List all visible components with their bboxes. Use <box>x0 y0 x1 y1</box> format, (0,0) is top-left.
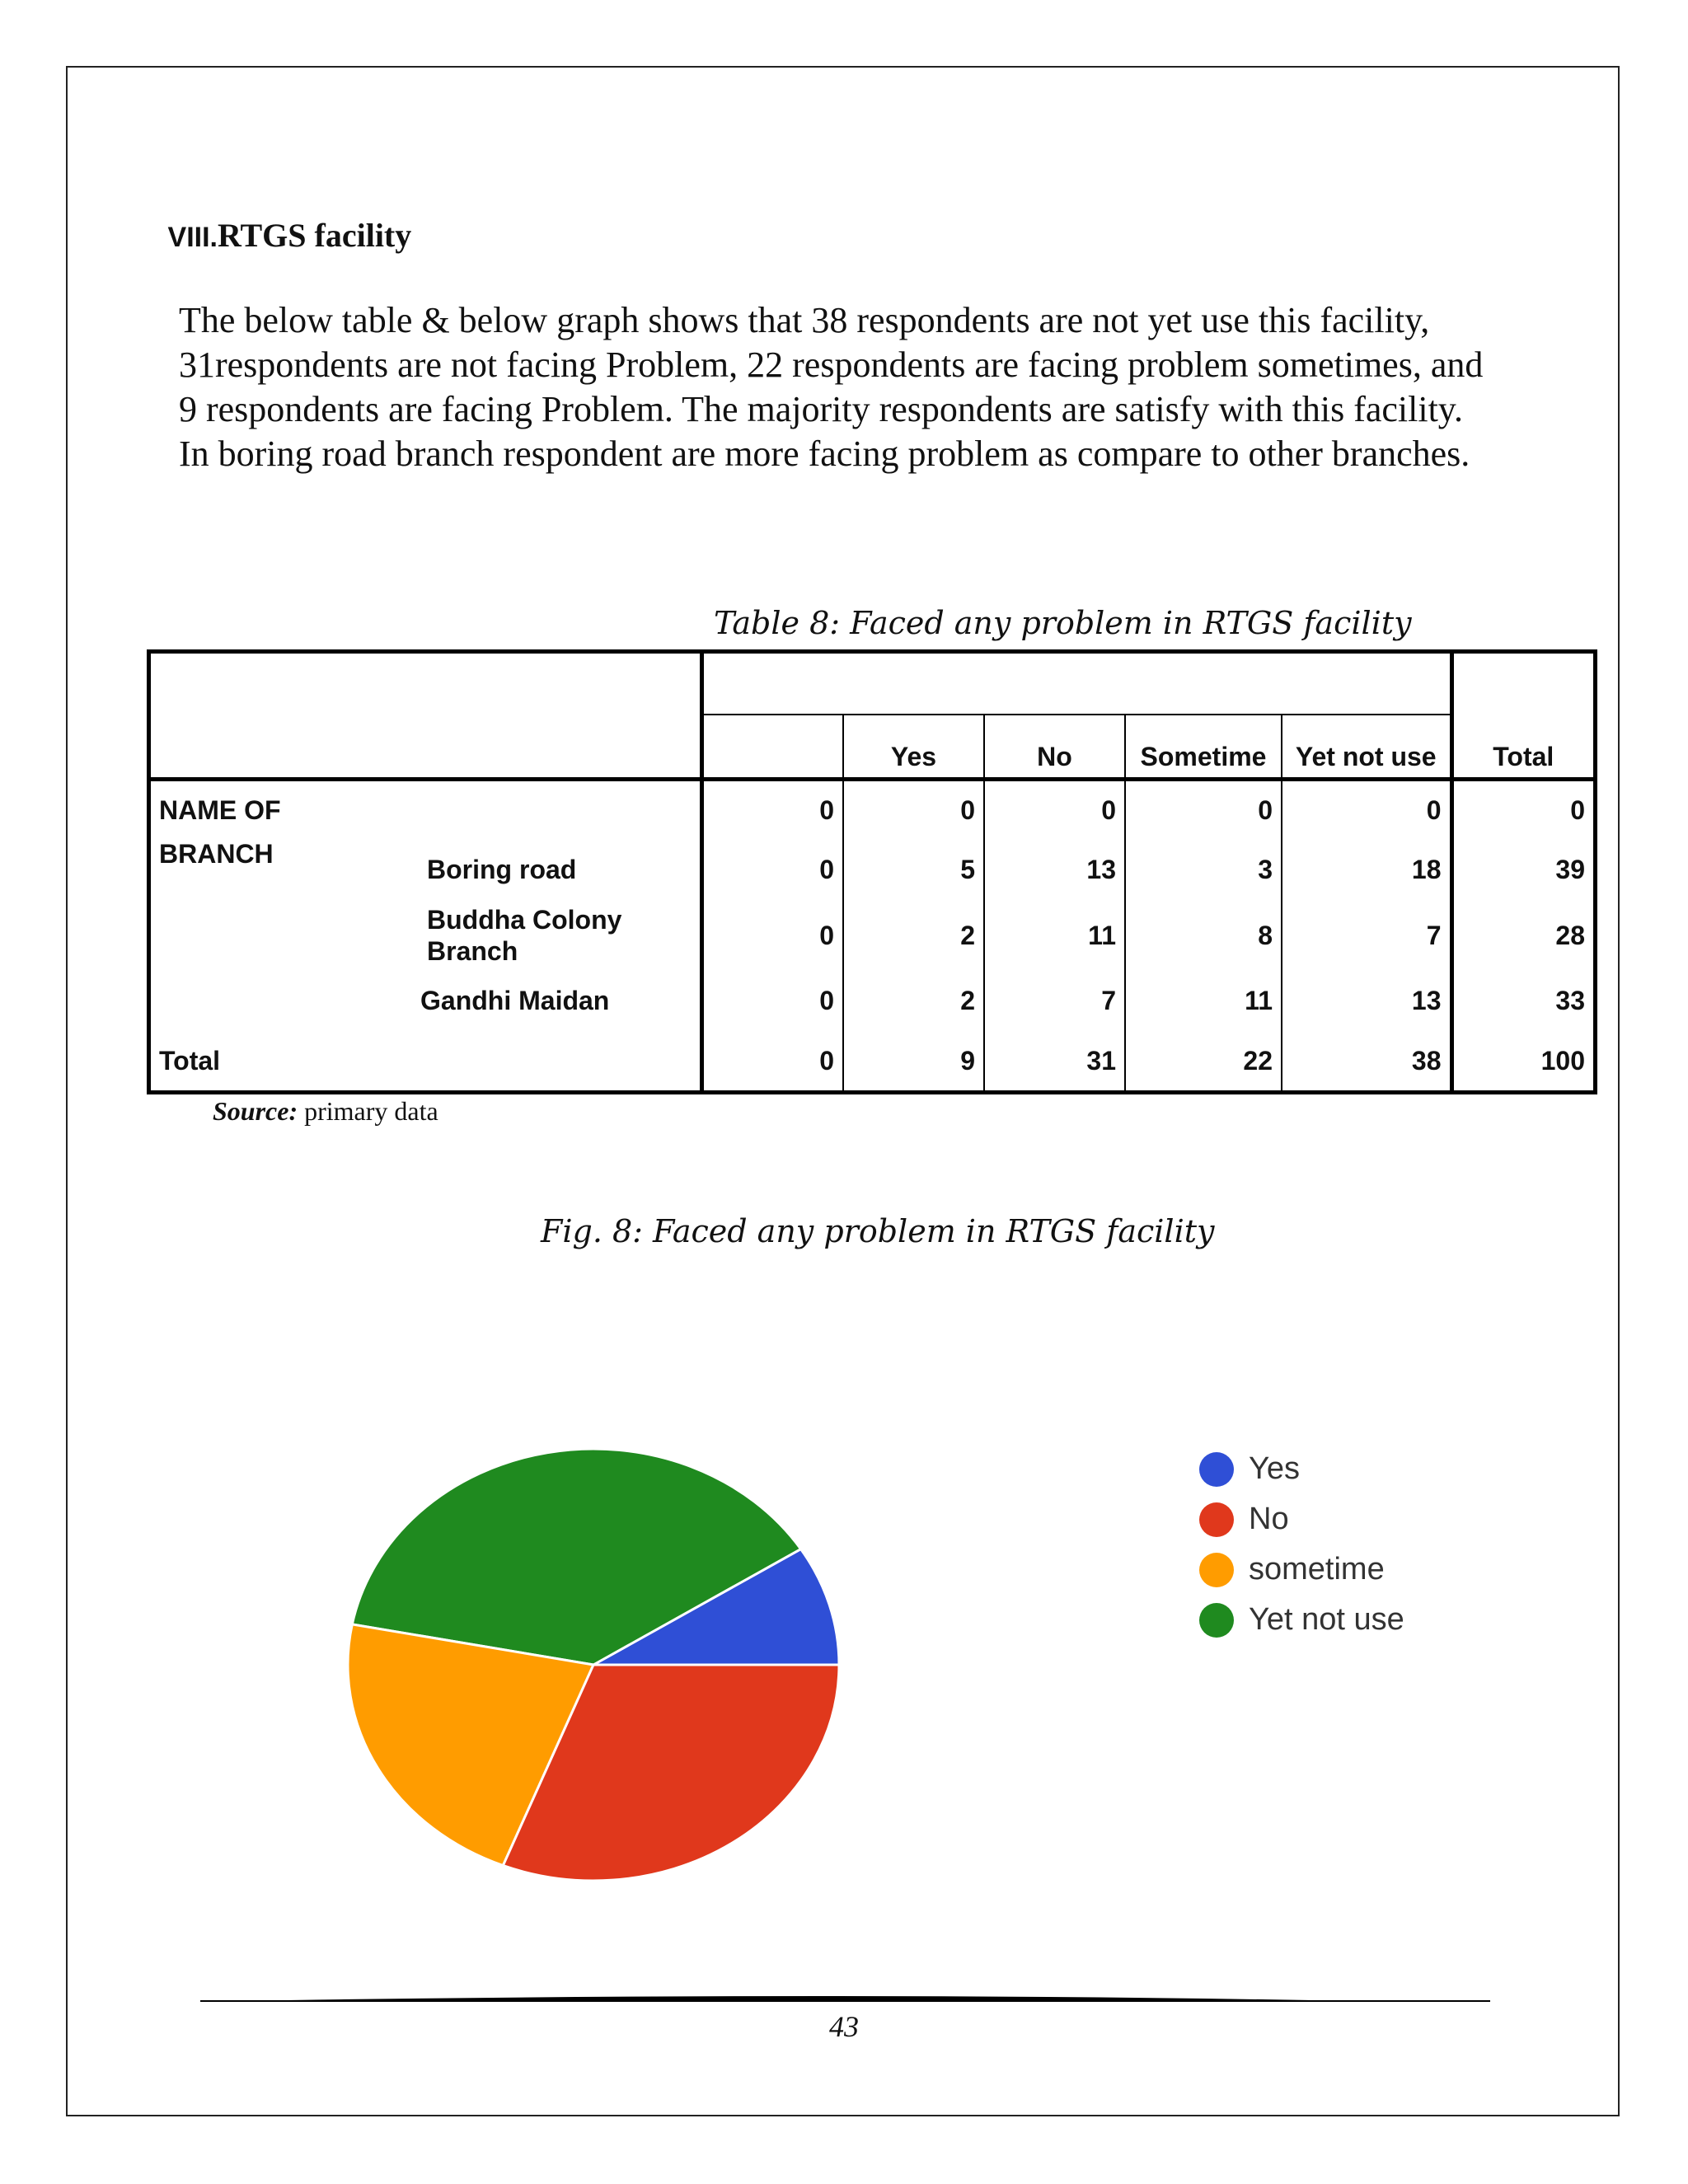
legend-label: No <box>1249 1502 1289 1536</box>
table-cell: 39 <box>1451 839 1593 901</box>
table-cell: 7 <box>984 971 1125 1033</box>
pie-chart <box>330 1434 857 1912</box>
section-number: VIII. <box>167 222 218 253</box>
col-header-no: No <box>984 715 1125 780</box>
chart-legend <box>1199 1444 1404 1645</box>
header-span-cell <box>701 654 1451 715</box>
table-row <box>151 971 1593 1033</box>
table-cell: 9 <box>843 1032 984 1090</box>
legend-item <box>1199 1494 1404 1544</box>
table-cell: 5 <box>843 839 984 901</box>
footer-rule <box>200 1991 1490 2004</box>
table-cell: 13 <box>984 839 1125 901</box>
legend-swatch <box>1199 1553 1234 1587</box>
legend-label: Yet not use <box>1249 1602 1404 1637</box>
table-cell: 31 <box>984 1032 1125 1090</box>
source-label: Source: <box>213 1096 298 1126</box>
col-header-sometime: Sometime <box>1125 715 1282 780</box>
table-cell: 7 <box>1282 901 1451 971</box>
table-cell: 2 <box>843 901 984 971</box>
table-cell: 18 <box>1282 839 1451 901</box>
table-cell: 3 <box>1125 839 1282 901</box>
legend-item <box>1199 1544 1404 1595</box>
legend-swatch <box>1199 1452 1234 1487</box>
table-cell: 100 <box>1451 1032 1593 1090</box>
legend-item <box>1199 1595 1404 1645</box>
table-total-row <box>151 1032 1593 1090</box>
source-note <box>213 1096 438 1127</box>
row-label: Boring road <box>427 854 577 884</box>
col-header-blank <box>701 715 843 780</box>
data-table <box>147 649 1597 1094</box>
section-title: RTGS facility <box>218 217 412 254</box>
table-row <box>151 779 1593 839</box>
total-row-label: Total <box>159 1046 221 1076</box>
table-cell: 0 <box>984 779 1125 839</box>
table-cell: 0 <box>701 779 843 839</box>
legend-label: sometime <box>1249 1552 1385 1586</box>
table-cell: 11 <box>1125 971 1282 1033</box>
table-row <box>151 901 1593 971</box>
legend-swatch <box>1199 1603 1234 1638</box>
table-caption: Table 8: Faced any problem in RTGS facility <box>714 605 1412 641</box>
legend-swatch <box>1199 1502 1234 1537</box>
table-cell: 33 <box>1451 971 1593 1033</box>
row-label: Gandhi Maidan <box>420 986 610 1016</box>
body-paragraph: The below table & below graph shows that 38 respondents are not yet use this facility, 31respondents are not facing Problem, 22 respondents are facing problem sometimes, and 9 respondents are facing Problem. The majority respondents are satisfy with this facility. In boring road branch respondent are more facing problem as compare to other branches. <box>179 300 1484 474</box>
legend-label: Yes <box>1249 1451 1300 1486</box>
corner-cell <box>151 654 701 779</box>
table-cell: 8 <box>1125 901 1282 971</box>
section-heading <box>122 216 411 255</box>
col-header-yet-not-use: Yet not use <box>1282 715 1451 780</box>
legend-item <box>1199 1444 1404 1494</box>
table-cell: 0 <box>843 779 984 839</box>
col-header-yes: Yes <box>843 715 984 780</box>
col-header-total: Total <box>1451 654 1593 779</box>
row-group-label-2: BRANCH <box>159 839 274 869</box>
table-cell: 0 <box>1451 779 1593 839</box>
table-cell: 0 <box>701 971 843 1033</box>
table-cell: 0 <box>1125 779 1282 839</box>
table-cell: 0 <box>701 1032 843 1090</box>
page-number: 43 <box>829 2010 859 2043</box>
table-cell: 0 <box>1282 779 1451 839</box>
table-row <box>151 839 1593 901</box>
table-cell: 13 <box>1282 971 1451 1033</box>
table-cell: 22 <box>1125 1032 1282 1090</box>
table-cell: 2 <box>843 971 984 1033</box>
table-cell: 0 <box>701 839 843 901</box>
row-label <box>419 779 701 839</box>
figure-caption: Fig. 8: Faced any problem in RTGS facility <box>541 1213 1215 1249</box>
row-group-label-1: NAME OF <box>159 794 281 825</box>
table-cell: 38 <box>1282 1032 1451 1090</box>
table-cell: 28 <box>1451 901 1593 971</box>
row-label: Buddha Colony Branch <box>427 905 622 967</box>
table-cell: 11 <box>984 901 1125 971</box>
table-cell: 0 <box>701 901 843 971</box>
source-text: primary data <box>298 1096 438 1126</box>
